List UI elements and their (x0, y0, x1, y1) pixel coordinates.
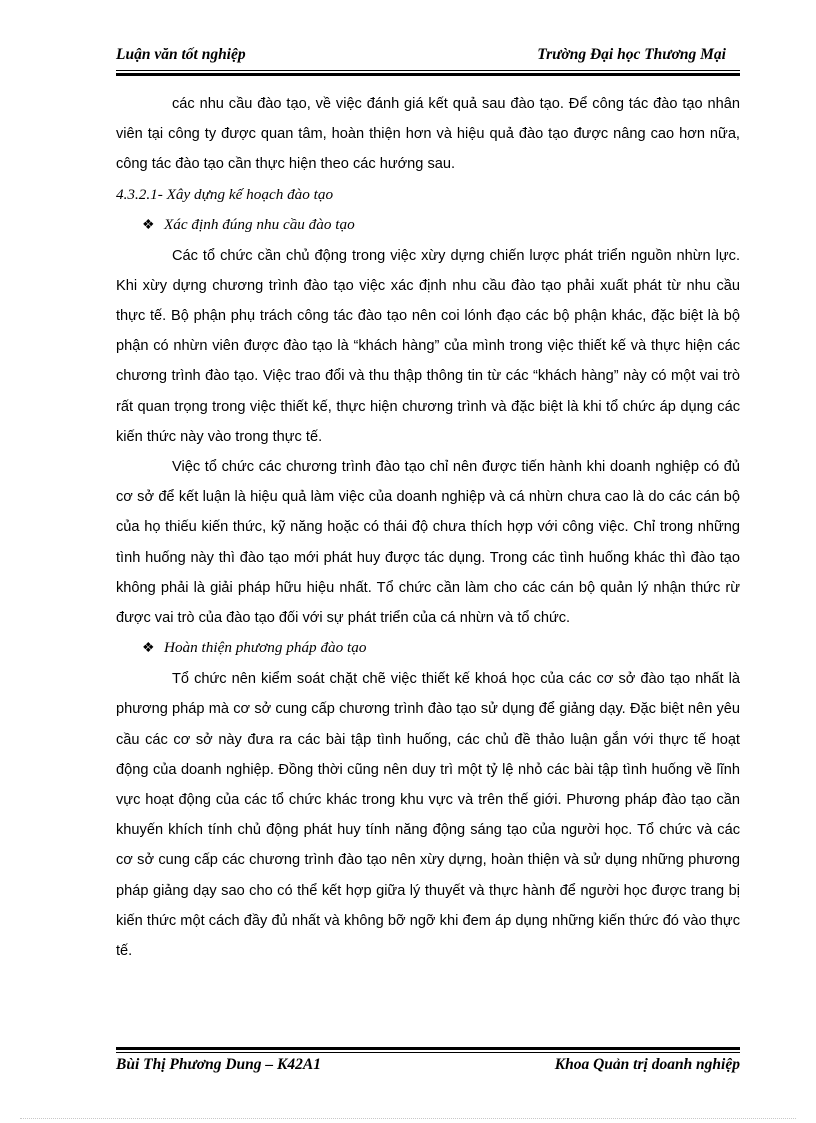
bullet-label-needs: Xác định đúng nhu cầu đào tạo (164, 215, 355, 233)
footer-author: Bùi Thị Phương Dung – K42A1 (116, 1056, 321, 1073)
paragraph-needs: Các tổ chức cần chủ động trong việc xừy dựng chiến lược phát triển nguồn nhừn lực. Khi xừy dựng chương trình đào tạo việc xác định nhu cầu đào tạo phải xuất phát từ nhu cầu thực tế. Bộ phận phụ trách công tác đào tạo nên coi lónh đạo các bộ phận khác, đặc biệt là bộ phận có nhừn viên được đào tạo là “khách hàng” của mình trong việc thiết kế và thực hiện các chương trình đào tạo. Việc trao đổi và thu thập thông tin từ các “khách hàng” này có một vai trò rất quan trọng trong việc thiết kế, thực hiện chương trình và đặc biệt là khi tổ chức áp dụng các kiến thức này vào trong thực tế. (116, 247, 740, 445)
section-heading: 4.3.2.1- Xây dựng kế hoạch đào tạo (116, 185, 334, 203)
paragraph-methods: Tổ chức nên kiểm soát chặt chẽ việc thiết kế khoá học của các cơ sở đào tạo nhất là phương pháp mà cơ sở cung cấp chương trình đào tạo sử dụng để giảng dạy. Đặc biệt nên yêu cầu các cơ sở này đưa ra các bài tập tình huống, các chủ đề thảo luận gắn với thực tế hoạt động của doanh nghiệp. Đồng thời cũng nên duy trì một tỷ lệ nhỏ các bài tập tình huống về lĩnh vực hoạt động của các tổ chức khác trong khu vực và trên thế giới. Phương pháp đào tạo cần khuyến khích tính chủ động phát huy tính năng động sáng tạo của người học. Tổ chức và các cơ sở cung cấp các chương trình đào tạo nên xừy dựng, hoàn thiện và sử dụng những phương pháp giảng dạy sao cho có thể kết hợp giữa lý thuyết và thực hành để người học được trang bị kiến thức một cách đầy đủ nhất và không bỡ ngỡ khi đem áp dụng những kiến thức đó vào thực tế. (116, 671, 740, 960)
header-rule-thick (116, 73, 740, 76)
four-diamond-bullet-icon: ❖ (142, 217, 155, 233)
bullet-item-methods (142, 633, 740, 664)
four-diamond-bullet-icon: ❖ (142, 641, 155, 657)
header-left-title: Luận văn tốt nghiệp (116, 46, 246, 63)
footer-rule-thin (116, 1052, 740, 1053)
page-footer (116, 1056, 740, 1074)
bullet-label-methods: Hoàn thiện phương pháp đào tạo (164, 639, 367, 657)
page-body (116, 89, 740, 966)
header-right-title: Trường Đại học Thương Mại (537, 46, 726, 63)
intro-paragraph: các nhu cầu đào tạo, về việc đánh giá kết quả sau đào tạo. Để công tác đào tạo nhân viên tại công ty được quan tâm, hoàn thiện hơn và hiệu quả đào tạo được nâng cao hơn nữa, công tác đào tạo cần thực hiện theo các hướng sau. (116, 96, 740, 173)
bullet-item-needs (142, 210, 740, 241)
page-header (116, 46, 740, 64)
footer-faculty: Khoa Quản trị doanh nghiệp (554, 1056, 740, 1073)
footer-rule-thick (116, 1047, 740, 1050)
paragraph-conditions: Việc tổ chức các chương trình đào tạo chỉ nên được tiến hành khi doanh nghiệp có đủ cơ sở để kết luận là hiệu quả làm việc của doanh nghiệp và cá nhừn chưa cao là do các cán bộ của họ thiếu kiến thức, kỹ năng hoặc có thái độ chưa thích hợp với công việc. Chỉ trong những tình huống này thì đào tạo mới phát huy được tác dụng. Trong các tình huống khác thì đào tạo không phải là giải pháp hữu hiệu nhất. Tổ chức cần làm cho các cán bộ quản lý nhận thức rừ được vai trò của đào tạo đối với sự phát triển của cá nhừn và tổ chức. (116, 459, 740, 627)
page-bottom-divider (20, 1118, 796, 1119)
header-rule-thin (116, 70, 740, 71)
